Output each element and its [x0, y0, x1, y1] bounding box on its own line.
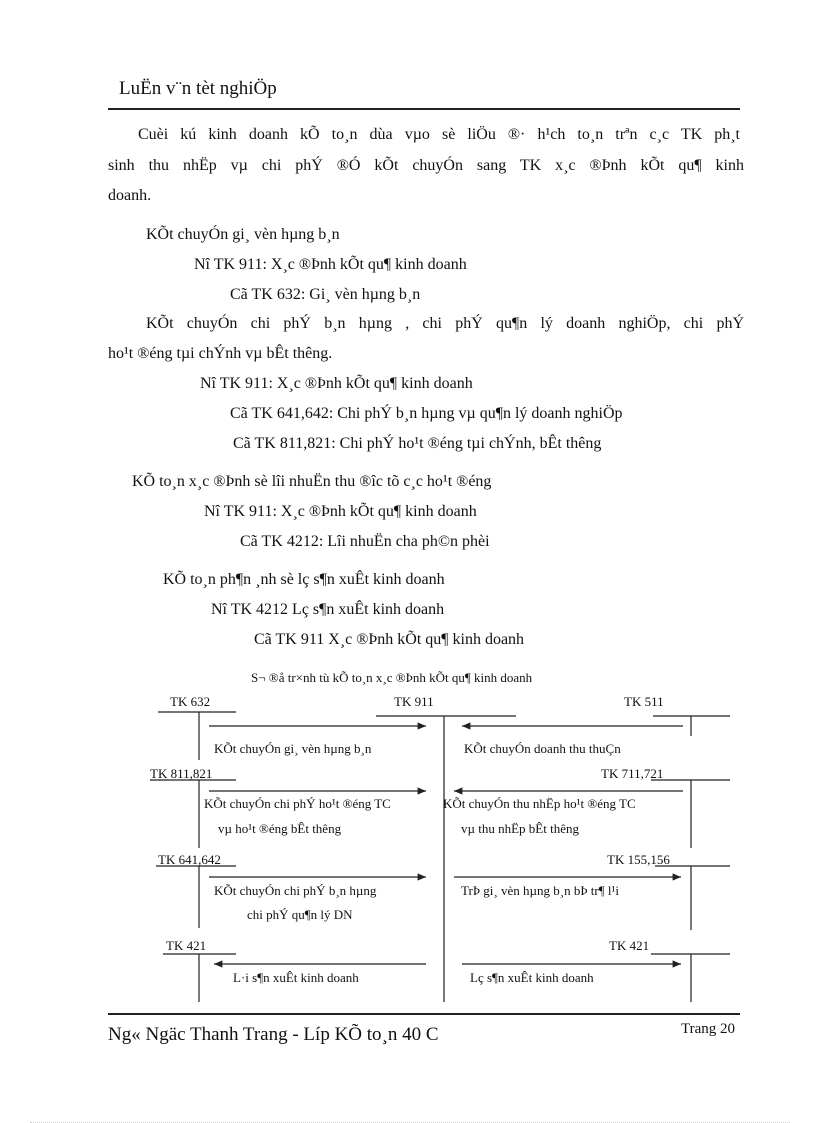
- entry-3-credit: Cã TK 4212: Lîi nhuËn cha ph©n phèi: [240, 533, 490, 550]
- entry-2-line-1: KÕt chuyÓn chi phÝ b¸n hµng , chi phÝ qu¶n lý doanh nghiÖp, chi phÝ: [146, 315, 744, 332]
- entry-2-credit-1: Cã TK 641,642: Chi phÝ b¸n hµng vµ qu¶n lý doanh nghiÖp: [230, 405, 623, 422]
- entry-3-debit: Nî TK 911: X¸c ®Þnh kÕt qu¶ kinh doanh: [204, 503, 477, 520]
- arrow-caption-selling-2: chi phÝ qu¶n lý DN: [247, 907, 353, 922]
- intro-line-3: doanh.: [108, 187, 152, 204]
- arrow-caption-cogs: KÕt chuyÓn gi¸ vèn hµng b¸n: [214, 741, 372, 756]
- arrow-caption-returns: TrÞ gi¸ vèn hµng b¸n bÞ tr¶ l¹i: [461, 883, 620, 898]
- entry-1-heading: KÕt chuyÓn gi¸ vèn hµng b¸n: [146, 226, 340, 243]
- entry-2-debit: Nî TK 911: X¸c ®Þnh kÕt qu¶ kinh doanh: [200, 375, 473, 392]
- label-tk-155-156: TK 155,156: [607, 852, 670, 867]
- arrow-caption-revenue: KÕt chuyÓn doanh thu thuÇn: [464, 741, 621, 756]
- intro-line-2: sinh thu nhËp vµ chi phÝ ®Ó kÕt chuyÓn sang TK x¸c ®Þnh kÕt qu¶ kinh: [108, 157, 744, 174]
- arrow-caption-fin-expense-1: KÕt chuyÓn chi phÝ ho¹t ®éng TC: [204, 796, 391, 811]
- page-number: Trang 20: [681, 1021, 736, 1037]
- label-tk-632: TK 632: [170, 694, 211, 709]
- entry-1-debit: Nî TK 911: X¸c ®Þnh kÕt qu¶ kinh doanh: [194, 256, 467, 273]
- entry-3-heading: KÕ to¸n x¸c ®Þnh sè lîi nhuËn thu ®îc tõ c¸c ho¹t ®éng: [132, 473, 492, 490]
- arrow-caption-fin-income-2: vµ thu nhËp bÊt thêng: [461, 821, 579, 836]
- entry-2-credit-2: Cã TK 811,821: Chi phÝ ho¹t ®éng tµi chÝnh, bÊt thêng: [233, 435, 602, 452]
- label-tk-641-642: TK 641,642: [158, 852, 221, 867]
- intro-line-1: Cuèi kú kinh doanh kÕ to¸n dùa vµo sè liÖu ®· h¹ch to¸n trªn c¸c TK ph¸t: [138, 126, 740, 143]
- entry-1-credit: Cã TK 632: Gi¸ vèn hµng b¸n: [230, 286, 421, 303]
- label-tk-911: TK 911: [394, 694, 434, 709]
- entry-4-debit: Nî TK 4212 Lç s¶n xuÊt kinh doanh: [211, 601, 445, 618]
- label-tk-811-821: TK 811,821: [150, 766, 213, 781]
- arrow-caption-fin-expense-2: vµ ho¹t ®éng bÊt thêng: [218, 821, 342, 836]
- label-tk-421-right: TK 421: [609, 938, 650, 953]
- arrow-caption-loss: Lç s¶n xuÊt kinh doanh: [470, 970, 594, 985]
- arrow-caption-fin-income-1: KÕt chuyÓn thu nhËp ho¹t ®éng TC: [443, 796, 636, 811]
- label-tk-711-721: TK 711,721: [601, 766, 664, 781]
- footer-rule: [108, 1013, 740, 1015]
- label-tk-421-left: TK 421: [166, 938, 207, 953]
- header-title: LuËn v¨n tèt nghiÖp: [119, 78, 277, 99]
- footer-author: Ng« Ngäc Thanh Trang - Líp KÕ to¸n 40 C: [108, 1024, 439, 1045]
- entry-4-heading: KÕ to¸n ph¶n ¸nh sè lç s¶n xuÊt kinh doanh: [163, 571, 445, 588]
- arrow-caption-selling-1: KÕt chuyÓn chi phÝ b¸n hµng: [214, 883, 377, 898]
- entry-2-line-2: ho¹t ®éng tµi chÝnh vµ bÊt thêng.: [108, 345, 333, 362]
- entry-4-credit: Cã TK 911 X¸c ®Þnh kÕt qu¶ kinh doanh: [254, 631, 525, 648]
- label-tk-511: TK 511: [624, 694, 664, 709]
- diagram-title: S¬ ®å tr×nh tù kÕ to¸n x¸c ®Þnh kÕt qu¶ kinh doanh: [251, 670, 533, 685]
- arrow-caption-profit: L·i s¶n xuÊt kinh doanh: [233, 970, 359, 985]
